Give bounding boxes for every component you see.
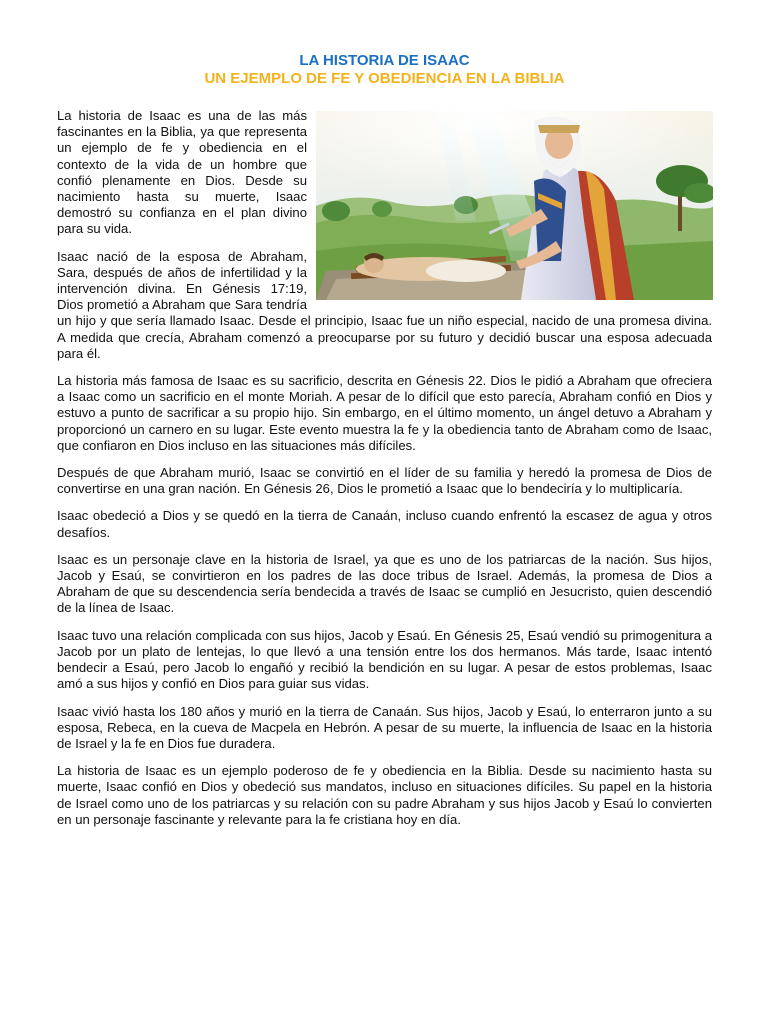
document-title: LA HISTORIA DE ISAAC [299, 52, 470, 69]
document-page [57, 52, 712, 839]
paragraph-6: Isaac es un personaje clave en la historia de Israel, ya que es uno de los patriarcas de la nación. Sus hijos, Jacob y Esaú, se convirtieron en los padres de las doce tribus de Israel. Además, la promesa de Dios a Abraham de que su descendencia sería bendecida a través de Isaac se cumplió en Jesucristo, quien descendió de la línea de Isaac. [57, 551, 712, 616]
paragraph-9: La historia de Isaac es un ejemplo poderoso de fe y obediencia en la Biblia. Desde su nacimiento hasta su muerte, Isaac confió en Dios y obedeció sus mandatos, incluso en situaciones difíciles. Su papel en la historia de Israel como uno de los patriarcas y su relación con su padre Abraham y sus hijos Jacob y Esaú lo convierten en un personaje fascinante y relevante para la fe cristiana hoy en día. [57, 763, 712, 827]
paragraph-8: Isaac vivió hasta los 180 años y murió en la tierra de Canaán. Sus hijos, Jacob y Esaú, lo enterraron junto a su esposa, Rebeca, en la cueva de Macpela en Hebrón. A pesar de su muerte, la influencia de Isaac en la historia de Israel y la fe en Dios fue duradera. [57, 703, 712, 751]
paragraph-7: Isaac tuvo una relación complicada con sus hijos, Jacob y Esaú. En Génesis 25, Esaú vendió su primogenitura a Jacob por un plato de lentejas, lo que llevó a una tensión entre los dos hermanos. Más tarde, Isaac intentó bendecir a Esaú, pero Jacob lo engañó y recibió la bendición en su lugar. A pesar de estos problemas, Isaac amó a sus hijos y confió en Dios para guiar sus vidas. [57, 627, 712, 692]
paragraph-2: Isaac nació de la esposa de Abraham, Sara, después de años de infertilidad y la intervención divina. En Génesis 17:19, Dios prometió a Abraham que Sara tendría un hijo y que sería llamado Isaac. Desde el principio, Isaac fue un niño especial, nacido de una promesa divina. A medida que crecía, Abraham comenzó a preocuparse por su futuro y decidió buscar una esposa adecuada para él. [57, 248, 712, 361]
paragraph-4: Después de que Abraham murió, Isaac se convirtió en el líder de su familia y heredó la promesa de Dios de convertirse en una gran nación. En Génesis 26, Dios le prometió a Isaac que lo bendeciría y lo multiplicaría. [57, 465, 712, 497]
abraham-isaac-sacrifice-illustration [316, 111, 713, 300]
paragraph-5: Isaac obedeció a Dios y se quedó en la tierra de Canaán, incluso cuando enfrentó la escasez de agua y otros desafíos. [57, 508, 712, 540]
paragraph-1: La historia de Isaac es una de las más fascinantes en la Biblia, ya que representa un ejemplo de fe y obediencia en el contexto de la vida de un hombre que confió plenamente en Dios. Desde su nacimiento hasta su muerte, Isaac demostró su confianza en el plan divino para su vida. [57, 108, 307, 237]
document-subtitle: UN EJEMPLO DE FE Y OBEDIENCIA EN LA BIBLIA [204, 70, 565, 87]
paragraph-3: La historia más famosa de Isaac es su sacrificio, descrita en Génesis 22. Dios le pidió a Abraham que ofreciera a Isaac como un sacrificio en el monte Moriah. A pesar de lo difícil que esto parecía, Abraham confió en Dios y estuvo a punto de sacrificar a su propio hijo. Sin embargo, en el último momento, un ángel detuvo a Abraham y proporcionó un carnero en su lugar. Este evento muestra la fe y la obediencia tanto de Abraham como de Isaac, que confiaron en Dios incluso en las situaciones más difíciles. [57, 373, 712, 453]
